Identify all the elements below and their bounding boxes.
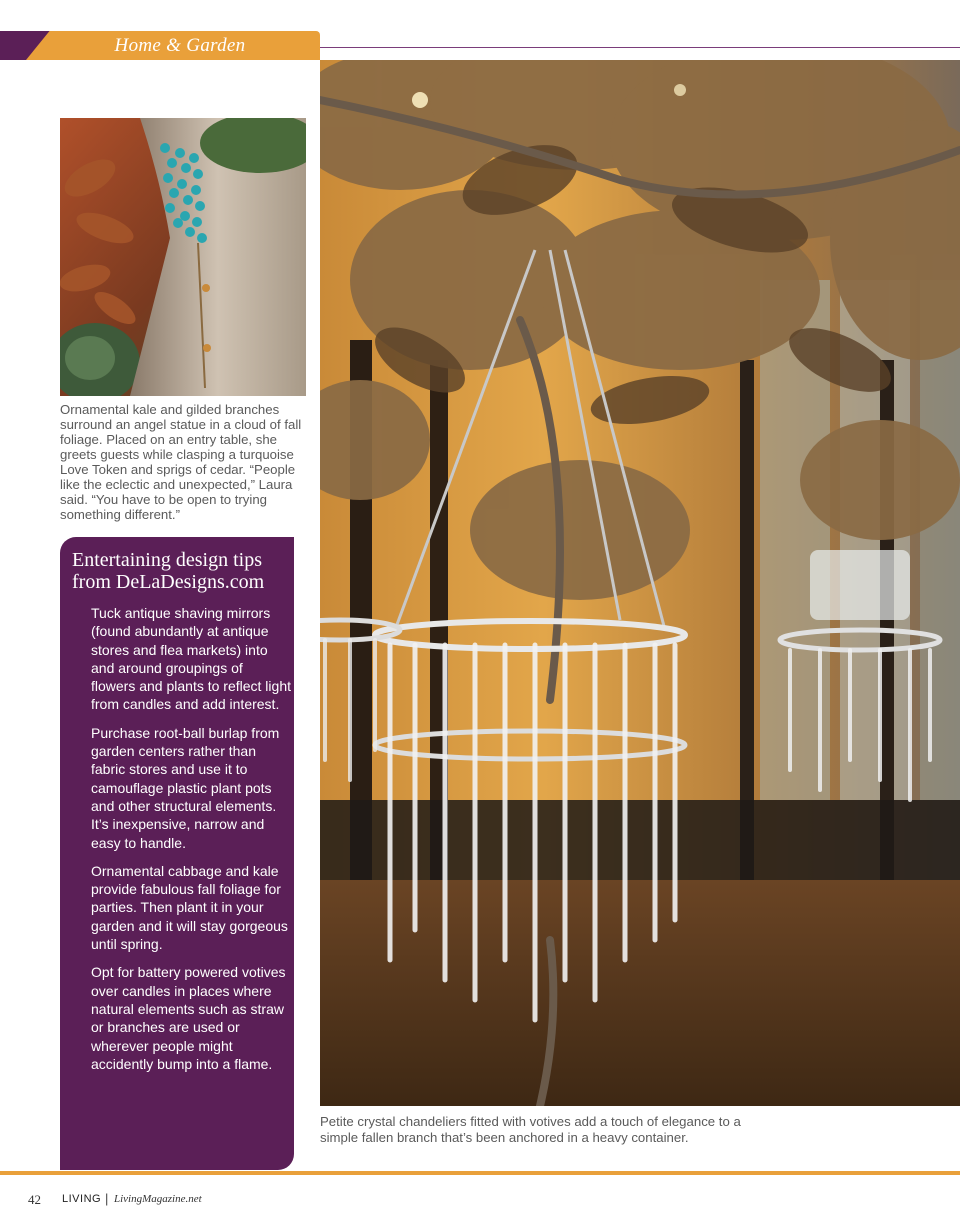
magazine-name: LIVING [62,1193,102,1205]
angel-statue-photo [60,118,306,396]
footer-rule [0,1171,960,1175]
tips-title-line-2: from DeLaDesigns.com [72,571,265,593]
tips-title-line-1: Entertaining design tips [72,549,262,571]
tips-list [91,604,291,1083]
tip-item: Ornamental cabbage and kale provide fabulous fall foliage for parties. Then plant it in your garden and it will stay gorgeous until spring. [91,862,288,953]
header-rule [320,47,960,48]
main-photo-caption: Petite crystal chandeliers fitted with votives add a touch of elegance to a simple fallen branch that’s been anchored in a heavy container. [320,1114,741,1145]
small-photo-caption: Ornamental kale and gilded branches surround an angel statue in a cloud of fall foliage. Placed on an entry table, she greets guests while clasping a turquoise Love Token and sprigs of cedar. “People like the eclectic and unexpected,” Laura said. “You have to be open to trying something different.” [60,402,302,522]
footer-separator: | [105,1191,109,1206]
tip-item: Opt for battery powered votives over candles in places where natural elements such as straw or branches are used or wherever people might accidently bump into a flame. [91,964,286,1072]
tips-title [72,549,292,593]
chandelier-photo [320,60,960,1106]
tip-item: Tuck antique shaving mirrors (found abundantly at antique stores and flea markets) into and around groupings of flowers and plants to reflect light from candles and add interest. [91,605,291,713]
website-link[interactable]: LivingMagazine.net [114,1193,202,1205]
section-label: Home & Garden [114,35,246,56]
page-number: 42 [28,1192,41,1207]
tip-item: Purchase root-ball burlap from garden centers rather than fabric stores and use it to camouflage plastic plant pots and other structural elements. It’s inexpensive, narrow and easy to handle. [91,724,280,851]
